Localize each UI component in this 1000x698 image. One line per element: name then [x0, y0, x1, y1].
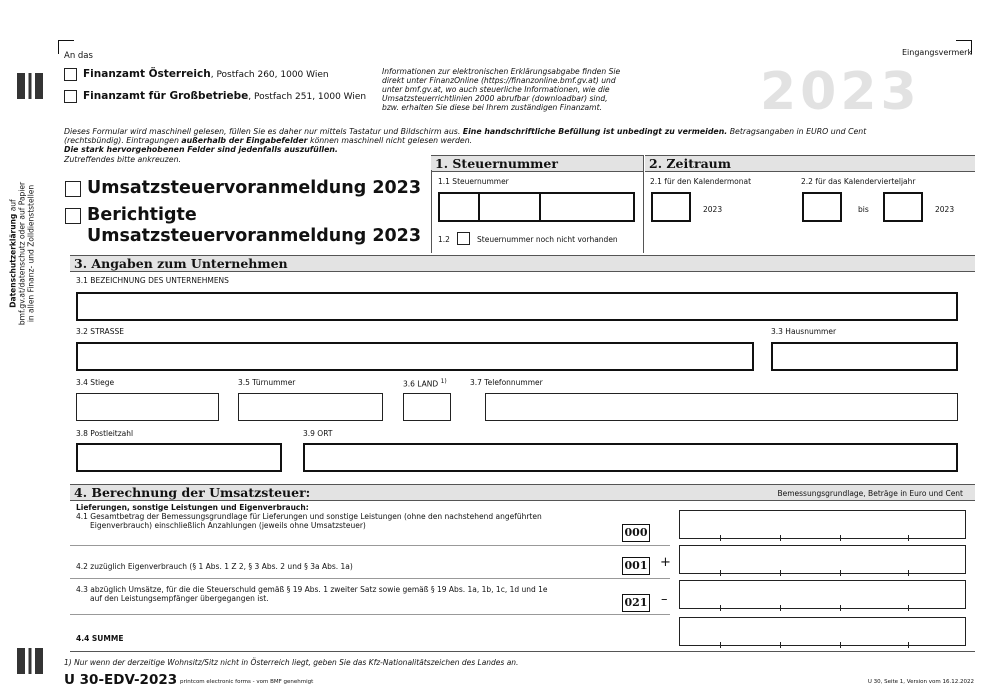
checkbox-finanzamt-oesterreich[interactable] — [64, 68, 77, 81]
field-3-4-label: 3.4 Stiege — [76, 378, 115, 387]
form-type-berichtigt: Berichtigte Umsatzsteuervoranmeldung 2023 — [87, 205, 422, 246]
field-2-2-label: 2.2 für das Kalendervierteljahr — [801, 177, 916, 186]
privacy-line2: bmf.gv.at/datenschutz oder auf Papier — [17, 181, 27, 326]
qr-code-bottom — [17, 648, 43, 674]
form-code: U 30-EDV-2023 — [64, 672, 178, 688]
amount-021-input[interactable] — [679, 580, 966, 609]
steuernummer-part1[interactable] — [438, 192, 480, 222]
option-finanzamt-oesterreich: Finanzamt Österreich, Postfach 260, 1000 Wien — [83, 68, 329, 80]
amount-000-input[interactable] — [679, 510, 966, 539]
section-divider — [643, 155, 644, 253]
page-info: U 30, Seite 1, Version vom 16.12.2022 — [867, 679, 974, 685]
option-finanzamt-grossbetriebe: Finanzamt für Großbetriebe, Postfach 251, 1000 Wien — [83, 90, 367, 102]
section4-right-header: Bemessungsgrundlage, Beträge in Euro und Cent — [777, 489, 963, 498]
section4-header: 4. Berechnung der Umsatzsteuer: Bemessungsgrundlage, Beträge in Euro und Cent — [70, 484, 975, 501]
field-2-1-label: 2.1 für den Kalendermonat — [650, 177, 752, 186]
ort-input[interactable] — [303, 443, 958, 472]
section1-header: 1. Steuernummer — [431, 155, 643, 172]
field-3-7-label: 3.7 Telefonnummer — [470, 378, 543, 387]
housenumber-input[interactable] — [771, 342, 958, 371]
year-watermark: 2023 — [760, 62, 921, 122]
kalendermonat-input[interactable] — [651, 192, 691, 222]
kennzahl-001: 001 — [622, 557, 650, 575]
footnote: 1) Nur wenn der derzeitige Wohnsitz/Sitz nicht in Österreich liegt, geben Sie das Kfz-Nationalitätszeichen des Landes an. — [64, 658, 519, 667]
row-4-1-text: 4.1 Gesamtbetrag der Bemessungsgrundlage für Lieferungen und sonstige Leistungen (ohne den nachstehend angeführten Eigenverbrauch) einschließlich Anzahlungen (jeweils ohne Umsatzsteuer) — [76, 512, 542, 530]
section2-header: 2. Zeitraum — [645, 155, 975, 172]
row-divider-3 — [70, 614, 670, 615]
checkbox-ust-voranmeldung[interactable] — [65, 181, 81, 197]
field-1-2-label: 1.2 — [438, 235, 450, 244]
telefon-input[interactable] — [485, 393, 958, 421]
recipient-label: An das — [64, 51, 93, 61]
field-3-1-label: 3.1 BEZEICHNUNG DES UNTERNEHMENS — [76, 276, 229, 285]
row-4-3-text: 4.3 abzüglich Umsätze, für die die Steuerschuld gemäß § 19 Abs. 1 zweiter Satz sowie gemäß § 19 Abs. 1a, 1b, 1c, 1d und 1e auf den Leistungsempfänger übergegangen ist. — [76, 585, 548, 603]
kennzahl-021: 021 — [622, 594, 650, 612]
row-divider-1 — [70, 545, 670, 546]
privacy-title: Datenschutzerklärung — [8, 213, 18, 308]
field-2-1-year: 2023 — [703, 205, 723, 214]
section4-subheading: Lieferungen, sonstige Leistungen und Eigenverbrauch: — [76, 503, 309, 512]
company-name-input[interactable] — [76, 292, 958, 321]
street-input[interactable] — [76, 342, 754, 371]
stiege-input[interactable] — [76, 393, 219, 421]
vierteljahr-from-input[interactable] — [802, 192, 842, 222]
section4-bottom-line — [70, 651, 975, 652]
field-3-6-label: 3.6 LAND $^{1)}$ — [403, 378, 447, 389]
printcom-note: printcom electronic forms - vom BMF genehmigt — [180, 679, 314, 685]
field-3-8-label: 3.8 Postleitzahl — [76, 429, 134, 438]
info-text: Informationen zur elektronischen Erklärungsabgabe finden Sie direkt unter FinanzOnline (https://finanzonline.bmf.gv.at) und unter bmf.gv.at, wo auch steuerliche Informationen, wie die Umsatzsteuerrichtlinien 2000 abrufbar (downloadbar) sind, bzw. erhalten Sie diese bei Ihrem zuständigen Finanzamt. — [382, 67, 621, 112]
field-3-2-label: 3.2 STRASSE — [76, 327, 124, 336]
field-3-9-label: 3.9 ORT — [303, 429, 333, 438]
row-4-4-text: 4.4 SUMME — [76, 634, 124, 643]
amount-001-input[interactable] — [679, 545, 966, 574]
steuernummer-part2[interactable] — [478, 192, 541, 222]
field-3-3-label: 3.3 Hausnummer — [771, 327, 837, 336]
qr-code-top — [17, 73, 43, 99]
kennzahl-000: 000 — [622, 524, 650, 542]
form-type-ust: Umsatzsteuervoranmeldung 2023 — [87, 178, 422, 198]
row-4-2-text: 4.2 zuzüglich Eigenverbrauch (§ 1 Abs. 1 Z 2, § 3 Abs. 2 und § 3a Abs. 1a) — [76, 562, 353, 571]
row-divider-2 — [70, 578, 670, 579]
eingangsvermerk-label: Eingangsvermerk — [902, 48, 973, 57]
privacy-line3: in allen Finanz- und Zolldienststellen — [26, 184, 36, 323]
instructions: Dieses Formular wird maschinell gelesen, füllen Sie es daher nur mittels Tastatur und Bildschirm aus. Eine handschriftliche Befüllung ist unbedingt zu vermeiden. Betragsangaben in EURO und Cent (rechtsbündig). Eintragungen außerhalb der Eingabefelder können maschinell nicht gelesen werden. Die stark hervorgehobenen Felder sind jedenfalls auszufüllen. Zutreffendes bitte ankreuzen. — [64, 127, 867, 164]
steuernummer-part3[interactable] — [539, 192, 635, 222]
field-2-2-year: 2023 — [935, 205, 955, 214]
field-3-5-label: 3.5 Türnummer — [238, 378, 296, 387]
checkbox-finanzamt-grossbetriebe[interactable] — [64, 90, 77, 103]
land-input[interactable] — [403, 393, 451, 421]
field-2-2-bis: bis — [858, 205, 869, 214]
plus-sign: + — [660, 555, 671, 570]
checkbox-no-taxnumber[interactable] — [457, 232, 470, 245]
section3-header: 3. Angaben zum Unternehmen — [70, 255, 975, 272]
checkbox-berichtigte[interactable] — [65, 208, 81, 224]
tuernummer-input[interactable] — [238, 393, 383, 421]
section1-left-border — [431, 170, 432, 253]
vierteljahr-to-input[interactable] — [883, 192, 923, 222]
minus-sign: – — [661, 592, 668, 607]
amount-summe-input[interactable] — [679, 617, 966, 646]
privacy-sidebar: Datenschutzerklärung auf bmf.gv.at/datenschutz oder auf Papier in allen Finanz- und Zolldienststellen — [9, 154, 36, 354]
field-1-2-text: Steuernummer noch nicht vorhanden — [477, 235, 618, 244]
field-1-1-label: 1.1 Steuernummer — [438, 177, 509, 186]
postleitzahl-input[interactable] — [76, 443, 282, 472]
